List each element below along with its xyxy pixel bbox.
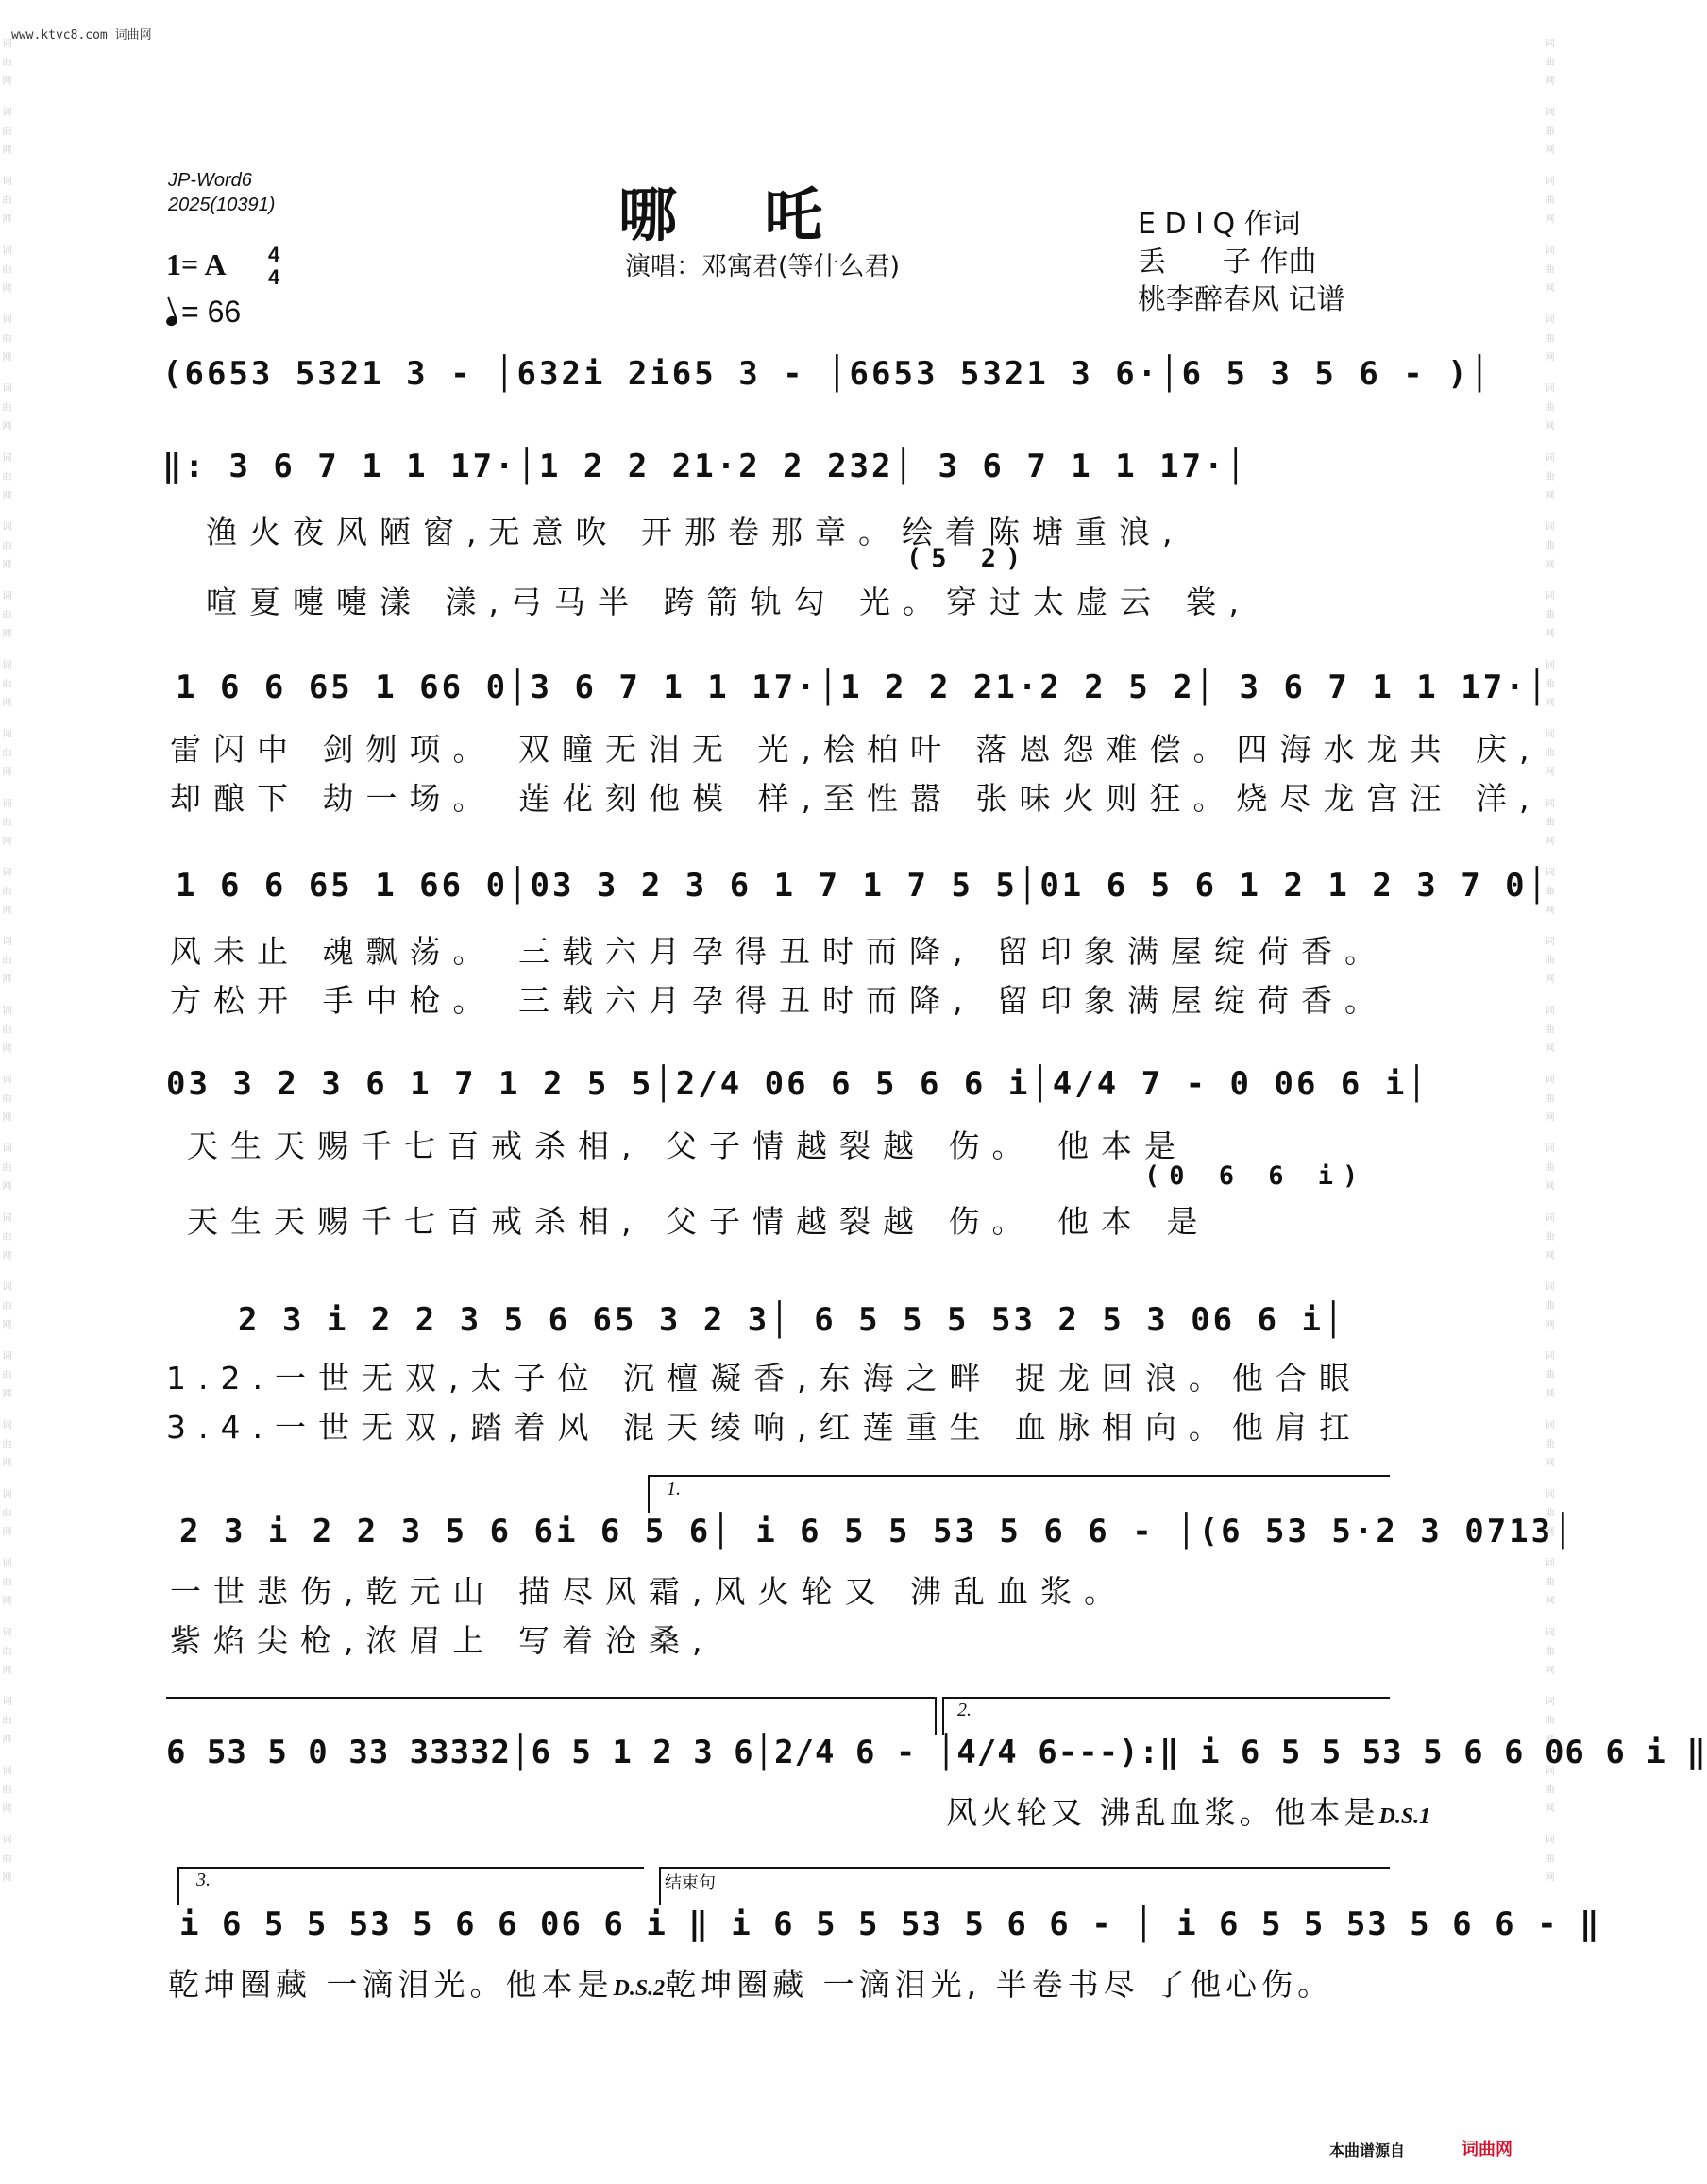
bridge-notation: 03 3 2 3 6 1 7 1 2 5 5│2/4 06 6 5 6 6 i│4/4 7 - 0 06 6 i│ <box>166 1065 1429 1103</box>
footer-source: 本曲谱源自 <box>1329 2142 1406 2159</box>
lyric-line <box>168 1960 1333 2005</box>
volta-bracket-3-edge <box>177 1867 179 1905</box>
time-signature-top: 4 <box>268 243 280 266</box>
intro-notation: (6653 5321 3 - │632i 2i65 3 - │6653 5321 3 6·│6 5 3 5 6 - )│ <box>162 355 1493 393</box>
footer-logo[interactable]: 词曲网 <box>1462 2140 1513 2159</box>
final-lyric: 乾坤圈藏 一滴泪光, 半卷书尽 了他心伤。 <box>665 1966 1334 2003</box>
lyric-line: 紫焰尖枪,浓眉上 写着沧桑, <box>170 1622 715 1659</box>
volta-bracket-1 <box>650 1475 1390 1477</box>
lyricist-credit: E D I Q 作词 <box>1138 208 1301 241</box>
coda-bracket <box>659 1867 1390 1869</box>
verse-notation-line1: ‖: 3 6 7 1 1 17·│1 2 2 21·2 2 232│ 3 6 7 1 1 17·│ <box>162 448 1249 485</box>
software-version <box>168 168 275 217</box>
lyric-line: 方松开 手中枪。 三载六月孕得丑时而降, 留印象满屋绽荷香。 <box>170 982 1388 1019</box>
lyric-line <box>946 1788 1430 1833</box>
chorus-notation-line2: 2 3 i 2 2 3 5 6 6i 6 5 6│ i 6 5 5 53 5 6 6 - │(6 53 5·2 3 0713│ <box>179 1513 1576 1550</box>
credits-block <box>1138 206 1345 319</box>
lyric-line: 3.4.一世无双,踏着风 混天绫响,红莲重生 血脉相向。他肩扛 <box>166 1409 1362 1446</box>
lyric-line: 渔火夜风陋窗,无意吹 开那卷那章。绘着陈塘重浪, <box>206 514 1185 550</box>
lyric-line: 雷闪中 剑刎项。 双瞳无泪无 光,桧柏叶 落恩怨难偿。四海水龙共 庆, <box>170 731 1542 768</box>
composer-credit: 丢 子 作曲 <box>1138 245 1317 279</box>
dal-segno-1: D.S.1 <box>1378 1804 1431 1829</box>
lyric-line: 喧夏嚏嚏漾 漾,弓马半 跨箭轨勾 光。穿过太虚云 裳, <box>206 584 1251 620</box>
ending-lyric: 乾坤圈藏 一滴泪光。他本是 <box>168 1966 614 2003</box>
volta-number-3: 3. <box>196 1870 211 1890</box>
software-name: JP-Word6 <box>168 170 252 191</box>
volta-bracket-1-edge <box>648 1475 650 1513</box>
volta-bracket-2-edge <box>942 1697 944 1735</box>
ending-notation-line1: 6 53 5 0 33 33332│6 5 1 2 3 6│2/4 6 - │4/4 6---):‖ i 6 5 5 53 5 6 6 06 6 i ‖ <box>166 1734 1707 1771</box>
lyric-line: 却酿下 劫一场。 莲花刻他模 样,至性嚣 张味火则狂。烧尽龙宫汪 洋, <box>170 780 1542 817</box>
volta-number-1: 1. <box>667 1479 681 1499</box>
tempo-value: = 66 <box>181 295 242 329</box>
lyric-line: 风未止 魂飘荡。 三载六月孕得丑时而降, 留印象满屋绽荷香。 <box>170 933 1388 970</box>
side-watermark-right: 词曲网 词曲网 词曲网 词曲网 词曲网 词曲网 词曲网 词曲网 词曲网 词曲网 词曲网 词曲网 词曲网 词曲网 词曲网 词曲网 词曲网 词曲网 词曲网 词曲网 词曲网 词曲网 词曲网 词曲网 词曲网 词曲网 词曲网 <box>1543 38 1553 1891</box>
chorus-notation-line1: 2 3 i 2 2 3 5 6 65 3 2 3│ 6 5 5 5 53 2 5 3 06 6 i│ <box>238 1301 1346 1339</box>
ending-lyric: 风火轮又 沸乱血浆。他本是 <box>946 1794 1379 1831</box>
key-signature: 1= A <box>166 247 227 281</box>
verse-notation-line2: 1 6 6 65 1 66 0│3 6 7 1 1 17·│1 2 2 21·2 2 5 2│ 3 6 7 1 1 17·│ <box>176 669 1550 706</box>
quarter-note-icon <box>165 314 179 328</box>
lyric-line: 天生天赐千七百戒杀相, 父子情越裂越 伤。 他本 是 <box>187 1203 1210 1240</box>
volta-bracket-3 <box>177 1867 644 1869</box>
coda-label: 结束句 <box>665 1873 716 1893</box>
volta-number-2: 2. <box>957 1700 972 1720</box>
ending-notation-line2: i 6 5 5 53 5 6 6 06 6 i ‖ i 6 5 5 53 5 6 6 - │ i 6 5 5 53 5 6 6 - ‖ <box>179 1905 1601 1943</box>
song-title: 哪吒 <box>618 180 910 249</box>
lyric-line: 一世悲伤,乾元山 描尽风霜,风火轮又 沸乱血浆。 <box>170 1573 1127 1610</box>
singer-credit: 演唱：邓寓君(等什么君) <box>625 252 901 281</box>
transcriber-credit: 桃李醉春风 记谱 <box>1138 283 1345 316</box>
verse-notation-line3: 1 6 6 65 1 66 0│03 3 2 3 6 1 7 1 7 5 5│01 6 5 6 1 2 1 2 3 7 0│ <box>176 867 1550 905</box>
lyric-line: 1.2.一世无双,太子位 沉檀凝香,东海之畔 捉龙回浪。他合眼 <box>166 1360 1362 1397</box>
coda-bracket-edge <box>659 1867 661 1905</box>
time-signature <box>268 244 279 289</box>
dal-segno-2: D.S.2 <box>613 1976 666 2001</box>
time-signature-bottom: 4 <box>268 265 280 289</box>
lyric-line: 天生天赐千七百戒杀相, 父子情越裂越 伤。 他本是 <box>187 1127 1188 1164</box>
site-link[interactable]: www.ktvc8.com 词曲网 <box>11 28 152 42</box>
volta-bracket-continuation-end <box>935 1697 937 1735</box>
volta-bracket-continuation <box>166 1697 937 1699</box>
alt-notation: (5 2) <box>906 544 1031 573</box>
software-build: 2025(10391) <box>168 195 276 215</box>
side-watermark-left: 词曲网 词曲网 词曲网 词曲网 词曲网 词曲网 词曲网 词曲网 词曲网 词曲网 词曲网 词曲网 词曲网 词曲网 词曲网 词曲网 词曲网 词曲网 词曲网 词曲网 词曲网 词曲网 词曲网 词曲网 词曲网 词曲网 词曲网 <box>0 38 10 1891</box>
alt-notation: (0 6 6 i) <box>1144 1161 1368 1191</box>
volta-bracket-2 <box>942 1697 1390 1699</box>
tempo-mark <box>166 295 241 330</box>
